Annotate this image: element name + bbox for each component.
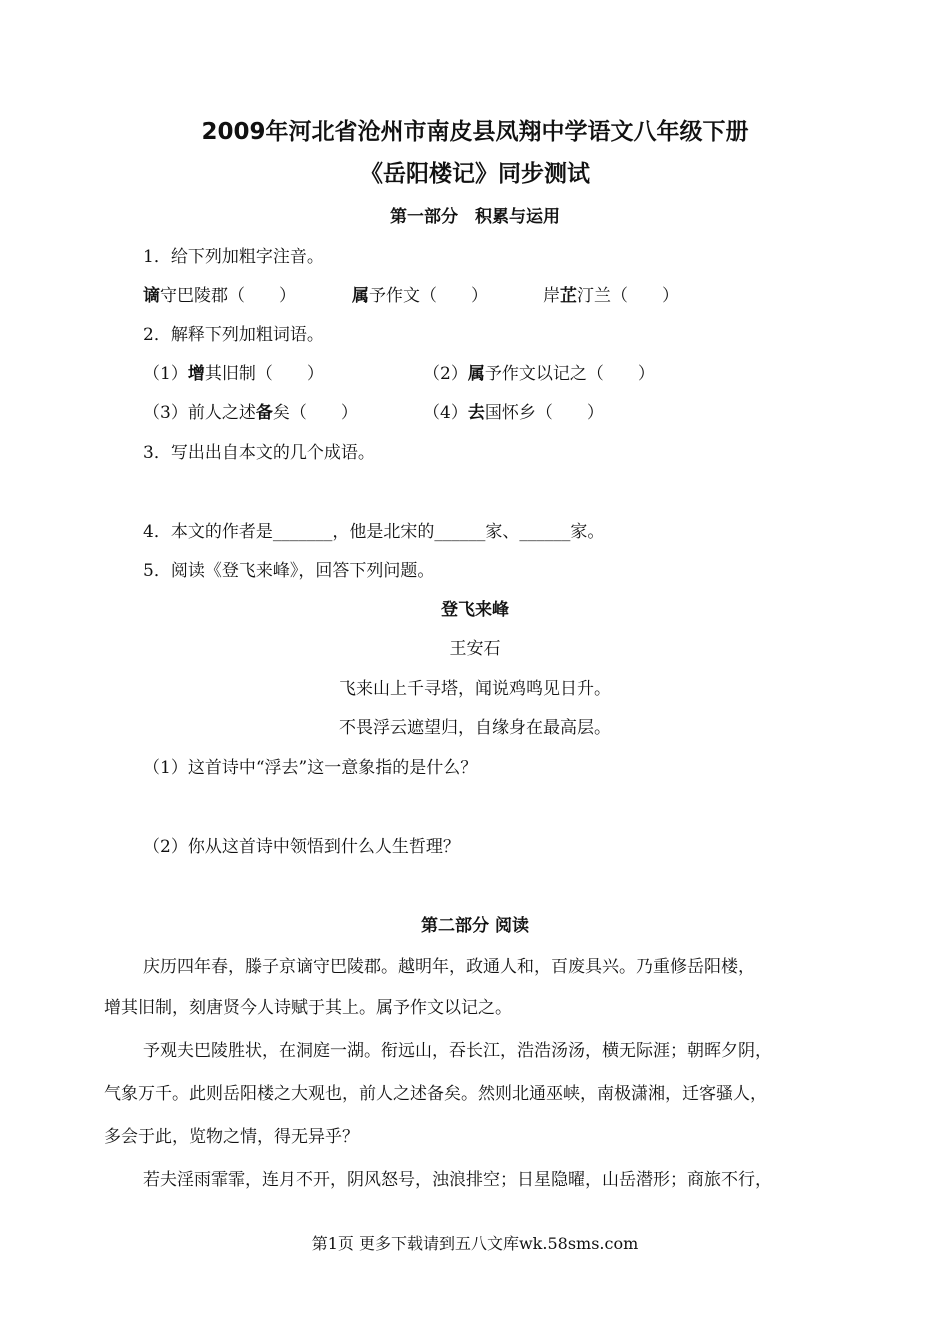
- q2-item-1-rest: 其旧制（ ）: [204, 364, 324, 384]
- q2-item-3: [143, 401, 358, 425]
- title-line-1: 2009年河北省沧州市南皮县凤翔中学语文八年级下册: [201, 119, 749, 145]
- q2-item-4-rest: 国怀乡（ ）: [484, 403, 604, 423]
- title-line-2: 《岳阳楼记》同步测试: [360, 161, 590, 187]
- q4-prompt: 4．本文的作者是_______，他是北宋的______家、______家。: [143, 522, 605, 542]
- q2-item-2-bold: 属: [467, 364, 485, 384]
- q2-item-1-num: （1）: [143, 364, 188, 384]
- q1-item-1-bold: 谪: [143, 286, 160, 306]
- q2-item-4-bold: 去: [467, 403, 485, 423]
- q2-item-4: [423, 401, 604, 425]
- q2-item-3-pre: 前人之述: [187, 403, 256, 423]
- q2-item-2-num: （2）: [423, 364, 468, 384]
- q5-prompt: 5．阅读《登飞来峰》，回答下列问题。: [143, 561, 435, 581]
- para2-line-1: 予观夫巴陵胜状，在洞庭一湖。衔远山，吞长江，浩浩汤汤，横无际涯；朝晖夕阴，: [143, 1041, 772, 1061]
- q2-item-1-bold: 增: [187, 364, 205, 384]
- q3-prompt: 3．写出出自本文的几个成语。: [143, 443, 375, 463]
- para1-line-1: 庆历四年春，滕子京谪守巴陵郡。越明年，政通人和，百废具兴。乃重修岳阳楼，: [143, 957, 755, 977]
- poem-title: 登飞来峰: [441, 600, 509, 620]
- q5-sub2: （2）你从这首诗中领悟到什么人生哲理？: [143, 837, 460, 857]
- q1-item-1-rest: 守巴陵郡（ ）: [160, 286, 296, 306]
- q2-item-3-num: （3）: [143, 403, 188, 423]
- poem-line-2: 不畏浮云遮望归，自缘身在最高层。: [339, 718, 611, 738]
- q5-sub1: （1）这首诗中“浮去”这一意象指的是什么？: [143, 758, 478, 778]
- q2-item-2-rest: 予作文以记之（ ）: [484, 364, 655, 384]
- q1-item-3-bold: 芷: [560, 286, 577, 306]
- q1-item-2-rest: 予作文（ ）: [369, 286, 488, 306]
- q1-item-3: [543, 284, 679, 308]
- q2-item-3-bold: 备: [255, 403, 273, 423]
- page-footer: 第1页 更多下载请到五八文库wk.58sms.com: [311, 1234, 639, 1253]
- poem-author: 王安石: [449, 639, 501, 659]
- q2-item-4-num: （4）: [423, 403, 468, 423]
- para3-line-1: 若夫淫雨霏霏，连月不开，阴风怒号，浊浪排空；日星隐曜，山岳潜形；商旅不行，: [143, 1170, 772, 1190]
- para2-line-2: 气象万千。此则岳阳楼之大观也，前人之述备矣。然则北通巫峡，南极潇湘，迁客骚人，: [104, 1084, 767, 1104]
- part1-heading: 第一部分 积累与运用: [390, 207, 560, 227]
- para2-line-3: 多会于此，览物之情，得无异乎？: [104, 1127, 359, 1147]
- q2-item-3-rest: 矣（ ）: [272, 403, 358, 423]
- q1-item-2: [352, 284, 488, 308]
- q1-item-3-pre: 岸: [543, 286, 560, 306]
- q1-item-2-bold: 属: [352, 286, 369, 306]
- q2-item-2: [423, 362, 655, 386]
- q2-item-1: [143, 362, 324, 386]
- q1-item-3-rest: 汀兰（ ）: [577, 286, 679, 306]
- q1-prompt: 1．给下列加粗字注音。: [143, 247, 324, 267]
- poem-line-1: 飞来山上千寻塔，闻说鸡鸣见日升。: [339, 679, 611, 699]
- q1-item-1: [143, 284, 296, 308]
- part2-heading: 第二部分 阅读: [421, 916, 529, 936]
- para1-line-2: 增其旧制，刻唐贤今人诗赋于其上。属予作文以记之。: [104, 998, 512, 1018]
- q2-prompt: 2．解释下列加粗词语。: [143, 325, 324, 345]
